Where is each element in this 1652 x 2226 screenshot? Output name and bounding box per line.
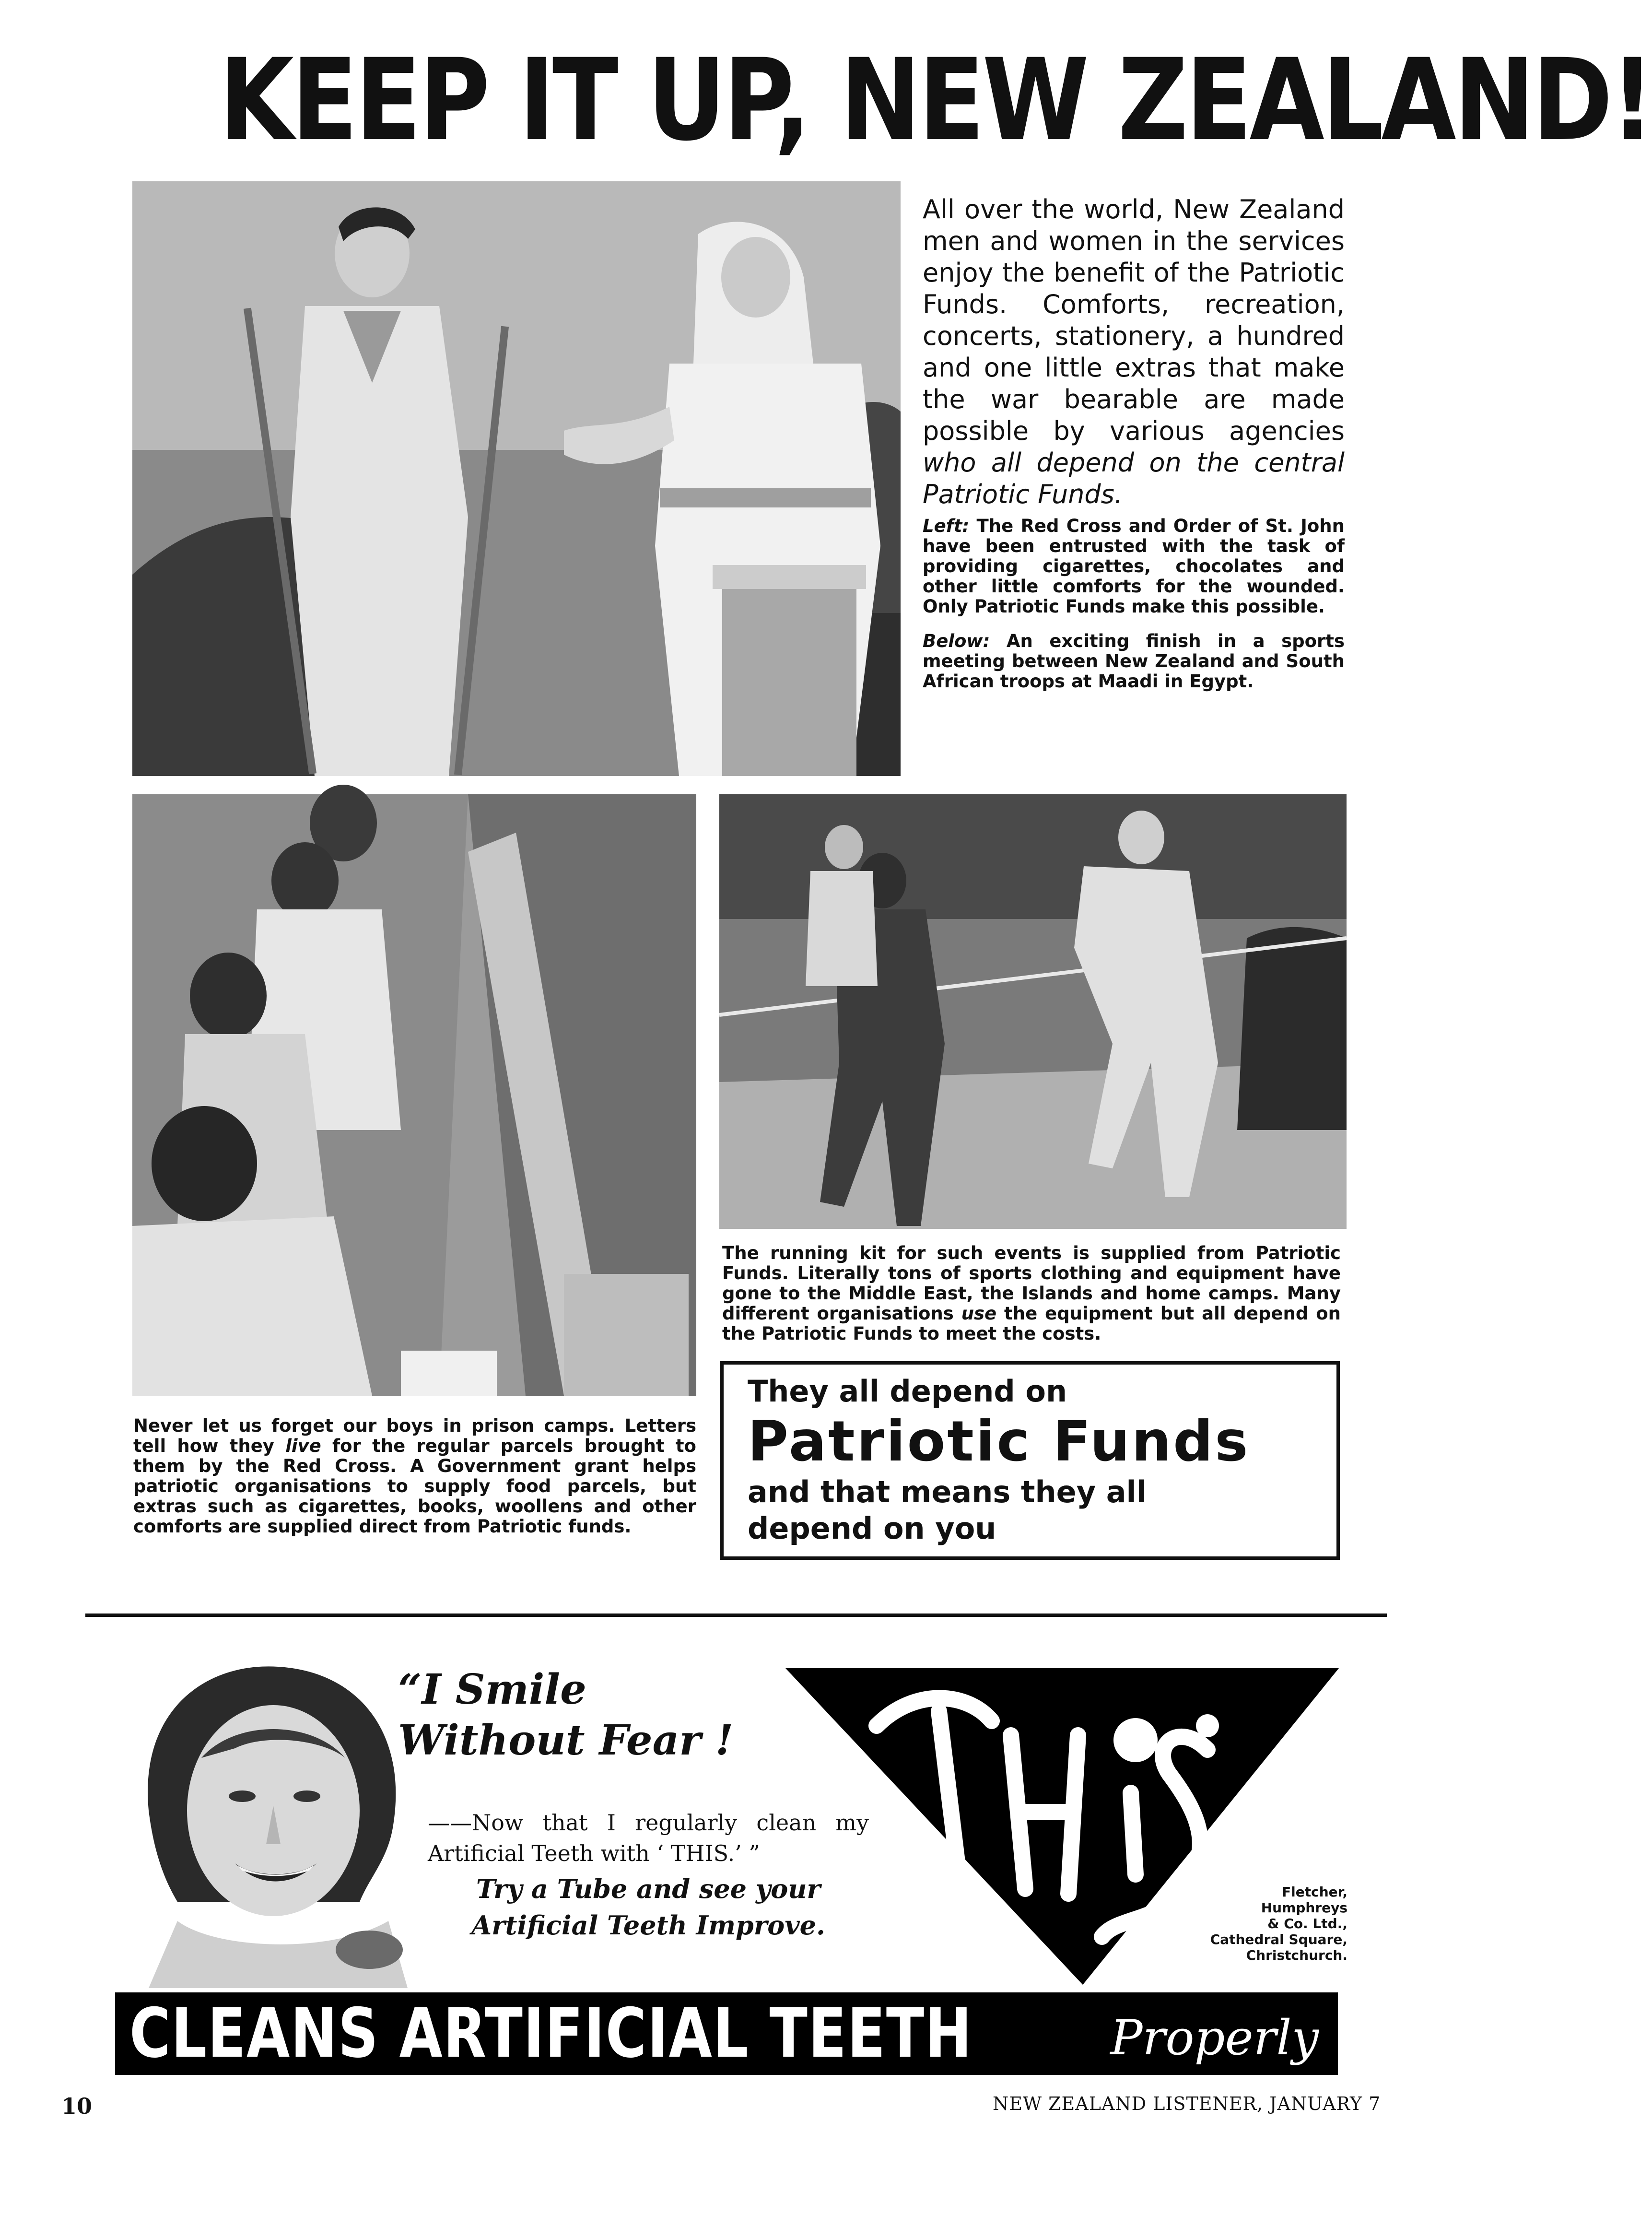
caption-below xyxy=(923,631,1345,692)
caption-prison-italic: live xyxy=(285,1436,321,1456)
advert-banner xyxy=(115,1992,1338,2075)
caption-left xyxy=(923,516,1345,617)
patriotic-funds-box xyxy=(720,1361,1340,1560)
advert-try-line-2: Artificial Teeth Improve. xyxy=(471,1910,825,1941)
fund-box-line-2: Patriotic Funds xyxy=(748,1409,1250,1474)
caption-left-text: The Red Cross and Order of St. John have been entrusted with the task of providing cigarettes, chocolates and other little comforts for the wounded. Only Patriotic Funds make this possible. xyxy=(923,516,1345,617)
maker-line: & Co. Ltd., xyxy=(1267,1916,1347,1932)
banner-script-text: Properly xyxy=(1110,2010,1319,2066)
page-headline: KEEP IT UP, NEW ZEALAND! xyxy=(219,35,1652,166)
caption-below-lead: Below: xyxy=(923,631,990,651)
photo-soldier-and-nurse xyxy=(132,181,901,776)
woman-portrait-image xyxy=(120,1652,417,1988)
maker-address xyxy=(1165,1884,1347,1963)
caption-prison-text-1: Never let us forget our boys in prison camps. Letters tell how they xyxy=(133,1415,696,1456)
caption-running-text-1: The running kit for such events is supplied from Patriotic Funds. Literally tons of sports clothing and equipment have gone to the Middle East, the Islands and home camps. Many different organisations xyxy=(722,1243,1341,1324)
advert-try-line-1: Try a Tube and see your xyxy=(476,1873,820,1904)
caption-prison-camps xyxy=(133,1416,696,1537)
intro-italic-text: who all depend on the central Patriotic Funds. xyxy=(923,448,1345,509)
section-divider xyxy=(85,1614,1387,1617)
fund-box-line-4: depend on you xyxy=(748,1511,996,1546)
advert-headline xyxy=(398,1664,830,1766)
caption-running-kit xyxy=(722,1243,1341,1344)
caption-running-italic: use xyxy=(961,1303,997,1324)
maker-line: Cathedral Square, xyxy=(1210,1932,1347,1947)
maker-line: Humphreys xyxy=(1261,1900,1347,1916)
photo-soldier-and-nurse-image xyxy=(132,181,901,776)
advert-portrait xyxy=(120,1652,417,1988)
photo-sports-finish xyxy=(719,794,1347,1229)
fund-box-line-3: and that means they all xyxy=(748,1474,1147,1509)
intro-text: All over the world, New Zealand men and women in the services enjoy the benefit of the Patriotic Funds. Comforts, recreation, concerts, stationery, a hundred and one little extras that make the war bearable are made possible by various agencies xyxy=(923,194,1345,446)
publication-footer: NEW ZEALAND LISTENER, JANUARY 7 xyxy=(993,2093,1381,2114)
intro-paragraph xyxy=(923,194,1345,510)
advert-quote: ——Now that I regularly clean my Artificial Teeth with ‘ THIS.’ ” xyxy=(428,1810,869,1866)
caption-left-lead: Left: xyxy=(923,516,970,536)
banner-main-text: CLEANS ARTIFICIAL TEETH xyxy=(129,1994,973,2073)
advert-headline-line-2: Without Fear ! xyxy=(398,1716,734,1765)
caption-prison-text-2: for the regular parcels brought to them by the Red Cross. A Government grant helps patriotic organisations to supply food parcels, but extras such as cigarettes, books, woollens and other comforts are supplied direct from Patriotic funds. xyxy=(133,1436,696,1537)
advert-headline-line-1: “I Smile xyxy=(398,1665,586,1714)
fund-box-line-1: They all depend on xyxy=(748,1374,1067,1409)
page-number: 10 xyxy=(61,2093,93,2119)
photo-parcel-packing xyxy=(132,794,696,1396)
maker-line: Christchurch. xyxy=(1246,1947,1347,1963)
maker-line: Fletcher, xyxy=(1282,1884,1347,1900)
caption-running-text-2: the equipment but all depend on the Patriotic Funds to meet the costs. xyxy=(722,1303,1341,1344)
photo-parcel-packing-image xyxy=(132,794,696,1396)
photo-sports-finish-image xyxy=(719,794,1347,1229)
caption-below-text: An exciting finish in a sports meeting between New Zealand and South African troops at Maadi in Egypt. xyxy=(923,631,1345,692)
